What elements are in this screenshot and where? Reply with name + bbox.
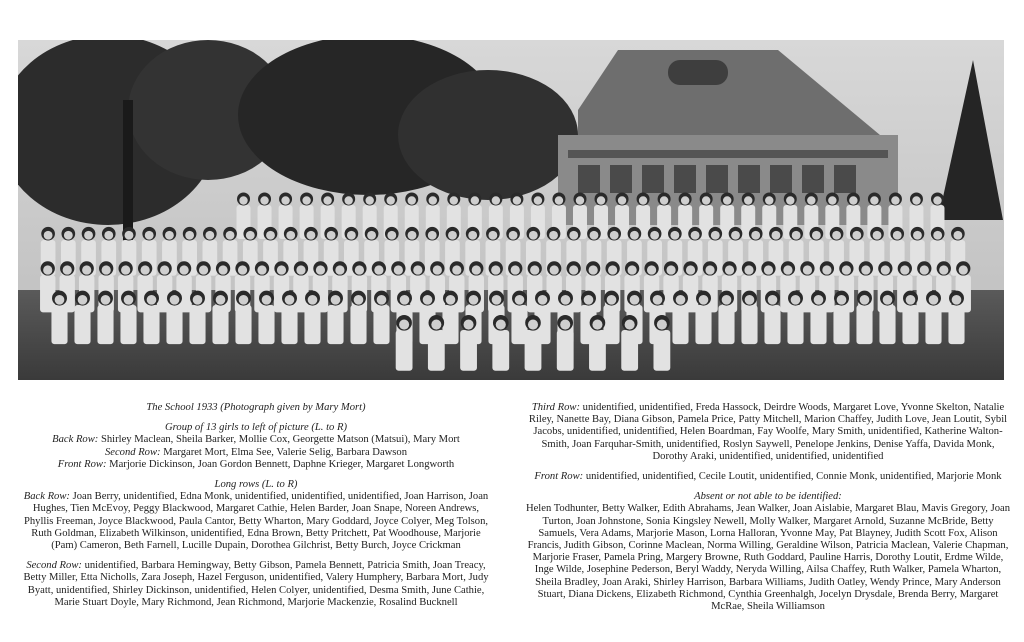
student-face <box>179 265 188 274</box>
student-figure <box>120 305 136 344</box>
student-face <box>316 265 325 274</box>
student-face <box>555 196 563 204</box>
student-face <box>881 265 890 274</box>
student-face <box>464 320 474 330</box>
student-face <box>335 265 344 274</box>
student-face <box>731 231 740 240</box>
student-face <box>277 265 286 274</box>
student-face <box>429 196 437 204</box>
student-face <box>492 295 502 305</box>
student-face <box>513 196 521 204</box>
student-face <box>953 231 962 240</box>
student-face <box>413 265 422 274</box>
student-figure <box>492 330 509 371</box>
student-face <box>141 265 150 274</box>
student-face <box>765 196 773 204</box>
student-face <box>260 196 268 204</box>
student-face <box>832 231 841 240</box>
student-figure <box>304 305 320 344</box>
student-face <box>786 196 794 204</box>
student-figure <box>460 330 477 371</box>
student-face <box>681 196 689 204</box>
student-figure <box>235 305 251 344</box>
student-face <box>803 265 812 274</box>
student-face <box>650 231 659 240</box>
student-figure <box>764 305 780 344</box>
student-face <box>491 265 500 274</box>
student-face <box>147 295 157 305</box>
student-figure <box>621 330 638 371</box>
student-figure <box>373 305 389 344</box>
student-face <box>124 295 134 305</box>
student-face <box>125 231 134 240</box>
student-face <box>44 231 53 240</box>
student-face <box>920 265 929 274</box>
caption-left-column <box>18 402 494 609</box>
student-face <box>647 265 656 274</box>
group-heading: Group of 13 girls to left of picture (L. to R) <box>165 422 347 434</box>
student-face <box>744 196 752 204</box>
row-label: Front Row: <box>534 471 584 483</box>
student-figure <box>396 330 413 371</box>
student-face <box>469 295 479 305</box>
student-face <box>534 196 542 204</box>
row-label: Front Row: <box>57 458 107 470</box>
student-face <box>344 196 352 204</box>
tree-center-2 <box>398 70 578 200</box>
long-rows-heading: Long rows (L. to R) <box>214 479 298 491</box>
student-face <box>408 196 416 204</box>
student-figure <box>833 305 849 344</box>
student-face <box>285 295 295 305</box>
student-face <box>828 196 836 204</box>
student-face <box>84 231 93 240</box>
student-face <box>471 196 479 204</box>
student-figure <box>281 305 297 344</box>
student-face <box>468 231 477 240</box>
student-face <box>929 295 939 305</box>
student-face <box>705 265 714 274</box>
student-face <box>772 231 781 240</box>
student-face <box>450 196 458 204</box>
student-face <box>367 231 376 240</box>
student-face <box>891 196 899 204</box>
student-face <box>676 295 686 305</box>
student-figure <box>902 305 918 344</box>
student-figure <box>258 305 274 344</box>
student-face <box>597 196 605 204</box>
student-face <box>347 231 356 240</box>
student-face <box>702 196 710 204</box>
student-face <box>218 265 227 274</box>
student-face <box>722 295 732 305</box>
student-face <box>745 295 755 305</box>
student-face <box>55 295 65 305</box>
student-face <box>764 265 773 274</box>
student-face <box>861 265 870 274</box>
student-face <box>266 231 275 240</box>
student-face <box>814 295 824 305</box>
student-figure <box>74 305 90 344</box>
student-face <box>912 196 920 204</box>
student-face <box>394 265 403 274</box>
student-face <box>670 231 679 240</box>
student-face <box>374 265 383 274</box>
student-face <box>538 295 548 305</box>
student-face <box>64 231 73 240</box>
student-face <box>308 295 318 305</box>
student-figure <box>603 305 619 344</box>
student-face <box>262 295 272 305</box>
student-face <box>428 231 437 240</box>
student-figure <box>695 305 711 344</box>
student-face <box>82 265 91 274</box>
student-face <box>627 265 636 274</box>
student-face <box>446 295 456 305</box>
student-face <box>792 231 801 240</box>
student-face <box>185 231 194 240</box>
student-face <box>239 295 249 305</box>
student-face <box>365 196 373 204</box>
student-face <box>699 295 709 305</box>
student-figure <box>589 330 606 371</box>
student-face <box>511 265 520 274</box>
student-face <box>307 231 316 240</box>
student-face <box>199 265 208 274</box>
student-face <box>529 231 538 240</box>
student-face <box>246 231 255 240</box>
student-face <box>660 196 668 204</box>
long-back-row <box>18 491 494 552</box>
student-face <box>725 265 734 274</box>
student-face <box>933 231 942 240</box>
long-second-row <box>18 560 494 609</box>
student-face <box>569 265 578 274</box>
student-face <box>286 231 295 240</box>
student-face <box>145 231 154 240</box>
student-face <box>560 320 570 330</box>
student-face <box>104 231 113 240</box>
group-front-row <box>18 459 494 471</box>
student-face <box>608 265 617 274</box>
student-face <box>870 196 878 204</box>
student-face <box>387 231 396 240</box>
long-third-row <box>524 402 1012 463</box>
student-face <box>515 295 525 305</box>
student-face <box>496 320 506 330</box>
student-face <box>751 231 760 240</box>
student-face <box>913 231 922 240</box>
student-face <box>160 265 169 274</box>
student-face <box>550 265 559 274</box>
photo-drawing <box>18 40 1004 380</box>
student-face <box>226 231 235 240</box>
student-face <box>354 295 364 305</box>
student-face <box>584 295 594 305</box>
student-face <box>408 231 417 240</box>
row-names: unidentified, Barbara Hemingway, Betty Gibson, Pamela Bennett, Patricia Smith, Joan Treacy, Betty Miller, Etta Nicholls, Zara Joseph, Hazel Ferguson, unidentified, Valery Humphery, Barbara Mort, Judy Byatt, unidentified, Shirley Dickinson, unidentified, Helen Colyer, unidentified, Desma Smith, June Cathie, Marie Stuart Doyle, Mary Richmond, Jean Richmond, Marjorie Mackenzie, Rosalind Bucknell <box>23 560 489 608</box>
student-face <box>355 265 364 274</box>
student-face <box>873 231 882 240</box>
student-face <box>509 231 518 240</box>
student-face <box>607 295 617 305</box>
student-face <box>686 265 695 274</box>
student-face <box>561 295 571 305</box>
student-face <box>893 231 902 240</box>
student-face <box>592 320 602 330</box>
student-face <box>711 231 720 240</box>
student-face <box>822 265 831 274</box>
student-face <box>852 231 861 240</box>
student-face <box>939 265 948 274</box>
student-face <box>691 231 700 240</box>
student-face <box>399 320 409 330</box>
student-face <box>576 196 584 204</box>
school-group-photograph <box>18 40 1004 380</box>
student-face <box>783 265 792 274</box>
student-face <box>302 196 310 204</box>
student-face <box>423 295 433 305</box>
student-figure <box>948 305 964 344</box>
student-figure <box>442 305 458 344</box>
student-figure <box>672 305 688 344</box>
row-names: Marjorie Dickinson, Joan Gordon Bennett, Daphne Krieger, Margaret Longworth <box>109 458 455 470</box>
student-figure <box>557 330 574 371</box>
row-names: unidentified, unidentified, Cecile Loutit, unidentified, Connie Monk, unidentified, Marjorie Monk <box>585 471 1002 483</box>
student-face <box>323 196 331 204</box>
student-face <box>205 231 214 240</box>
student-face <box>657 320 667 330</box>
student-face <box>590 231 599 240</box>
student-face <box>625 320 635 330</box>
student-face <box>121 265 130 274</box>
student-face <box>400 295 410 305</box>
student-face <box>589 265 598 274</box>
row-names: unidentified, unidentified, Freda Hassock, Deirdre Woods, Margaret Love, Yvonne Skelton, Natalie Riley, Nanette Bay, Diana Gibson, Pamela Price, Patty Mitchell, Marion Chaffey, Judith Love, Jean Loutit, Sybil Jacobs, unidentified, unidentified, Helen Boardman, Fay Woolfe, Mary Smith, unidentified, Katherine Walton-Smith, Joan Farquhar-Smith, unidentified, Roslyn Saywell, Penelope Jenkins, Denise Yaffa, Davida Monk, Dorothy Araki, unidentified, unidentified, unidentified <box>528 402 1008 462</box>
student-figure <box>97 305 113 344</box>
student-face <box>842 265 851 274</box>
student-figure <box>350 305 366 344</box>
student-face <box>281 196 289 204</box>
student-face <box>639 196 647 204</box>
row-label: Back Row: <box>23 491 70 503</box>
student-figure <box>787 305 803 344</box>
student-figure <box>718 305 734 344</box>
student-face <box>452 265 461 274</box>
student-face <box>78 295 88 305</box>
caption-right-column <box>524 402 1012 613</box>
student-figure <box>143 305 159 344</box>
student-figure <box>51 305 67 344</box>
student-figure <box>212 305 228 344</box>
student-face <box>170 295 180 305</box>
student-face <box>630 231 639 240</box>
absent-heading: Absent or not able to be identified: <box>694 491 842 503</box>
group-second-row <box>18 447 494 459</box>
student-face <box>216 295 226 305</box>
student-face <box>618 196 626 204</box>
student-figure <box>428 330 445 371</box>
student-face <box>906 295 916 305</box>
student-face <box>610 231 619 240</box>
student-face <box>900 265 909 274</box>
student-face <box>653 295 663 305</box>
student-face <box>959 265 968 274</box>
row-label: Third Row: <box>531 402 580 413</box>
student-face <box>296 265 305 274</box>
student-figure <box>653 330 670 371</box>
student-face <box>492 196 500 204</box>
student-face <box>257 265 266 274</box>
student-figure <box>741 305 757 344</box>
student-face <box>102 265 111 274</box>
student-face <box>837 295 847 305</box>
row-names: Margaret Mort, Elma See, Valerie Selig, Barbara Dawson <box>163 446 408 458</box>
student-figure <box>925 305 941 344</box>
student-face <box>666 265 675 274</box>
student-face <box>569 231 578 240</box>
student-face <box>63 265 72 274</box>
student-face <box>630 295 640 305</box>
row-label: Second Row: <box>26 560 82 572</box>
student-face <box>723 196 731 204</box>
group-back-row <box>18 434 494 446</box>
student-face <box>549 231 558 240</box>
student-face <box>387 196 395 204</box>
student-face <box>488 231 497 240</box>
student-face <box>933 196 941 204</box>
student-face <box>165 231 174 240</box>
student-figure <box>166 305 182 344</box>
student-face <box>860 295 870 305</box>
row-names: Joan Berry, unidentified, Edna Monk, unidentified, unidentified, unidentified, Joan Harrison, Joan Hughes, Tien McEvoy, Peggy Blackwood, Margaret Cathie, Helen Barder, Joan Snape, Noreen Andrews, Phyllis Freeman, Joyce Blackwood, Paula Cantor, Betty Wharton, Mary Goddard, Joyce Colyer, Meg Tolson, Ruth Goldman, Elizabeth Wilkinson, unidentified, Edna Brown, Betty Pritchett, Pat Woodhouse, Marjorie (Pam) Cameron, Beth Farnell, Lucille Dupain, Dorothea Gilchrist, Betty Burch, Joyce Crickman <box>23 491 489 552</box>
long-front-row <box>524 471 1012 483</box>
student-face <box>331 295 341 305</box>
student-face <box>807 196 815 204</box>
student-face <box>377 295 387 305</box>
student-face <box>101 295 111 305</box>
student-face <box>768 295 778 305</box>
row-label: Second Row: <box>104 446 161 458</box>
student-face <box>812 231 821 240</box>
student-figure <box>189 305 205 344</box>
student-face <box>472 265 481 274</box>
photo-title: The School 1933 (Photograph given by Mary Mort) <box>146 402 366 413</box>
student-face <box>791 295 801 305</box>
absent-names: Helen Todhunter, Betty Walker, Edith Abrahams, Jean Walker, Joan Aislabie, Margaret Blau, Mavis Gregory, Joan Turton, Joan Johnstone, Sonia Kingsley Newell, Molly Walker, Margaret Arnold, Suzanne McBride, Betty Samuels, Vera Adams, Marjorie Mason, Lorna Halloran, Yvonne May, Pat Blayney, Judith Scott Fox, Alison Francis, Judith Gibson, Corinne Maclean, Norma Willing, Geraldine Wilson, Patricia Maclean, Valerie Chapman, Marjorie Fraser, Pamela Pring, Margery Browne, Ruth Goddard, Pauline Harris, Dorothy Loutit, Erdme Wilde, Inge Wilde, Josephine Pederson, Beryl Waddy, Neryda Willing, Ailsa Chaffey, Ruth Walker, Pamela Wharton, Sheila Bradley, Joan Araki, Shirley Harrison, Barbara Williams, Judith Oatley, Wendy Prince, Mary Anderson Stuart, Diana Dickens, Elizabeth Richmond, Cynthia Greenhalgh, Jocelyn Drysdale, Brenda Berry, Margaret McRae, Sheila Williamson <box>525 503 1011 613</box>
student-face <box>43 265 52 274</box>
row-names: Shirley Maclean, Sheila Barker, Mollie Cox, Georgette Matson (Matsui), Mary Mort <box>100 434 460 446</box>
student-figure <box>856 305 872 344</box>
student-figure <box>327 305 343 344</box>
student-figure <box>810 305 826 344</box>
student-face <box>448 231 457 240</box>
student-face <box>883 295 893 305</box>
row-label: Back Row: <box>52 434 99 446</box>
student-figure <box>879 305 895 344</box>
student-face <box>193 295 203 305</box>
student-face <box>530 265 539 274</box>
student-figure <box>525 330 542 371</box>
student-face <box>433 265 442 274</box>
student-face <box>239 196 247 204</box>
student-face <box>238 265 247 274</box>
student-face <box>849 196 857 204</box>
student-face <box>327 231 336 240</box>
student-face <box>744 265 753 274</box>
student-face <box>528 320 538 330</box>
student-face <box>952 295 962 305</box>
student-face <box>431 320 441 330</box>
